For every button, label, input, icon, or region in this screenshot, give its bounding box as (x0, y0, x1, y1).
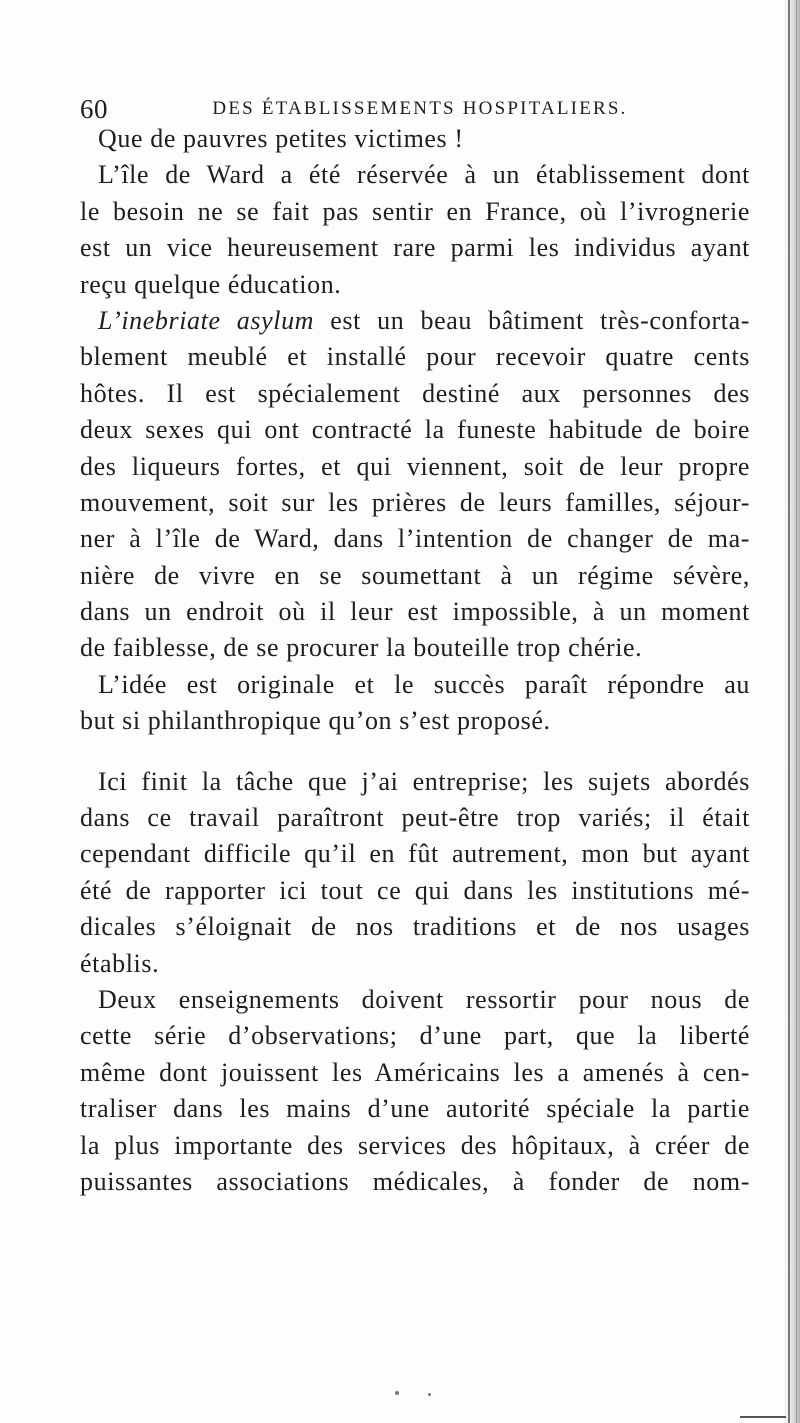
text-line: blement meublé et installé pour recevoir quatre cents (80, 342, 750, 372)
text-line: est un vice heureusement rare parmi les individus ayant (80, 233, 750, 263)
page-edge-shadow (782, 0, 800, 1423)
text-line: cette série d’observations; d’une part, que la liberté (80, 1021, 750, 1051)
page-number: 60 (80, 94, 108, 124)
text-line: but si philanthropique qu’on s’est proposé. (80, 706, 551, 736)
text-line: mouvement, soit sur les prières de leurs familles, séjour- (80, 487, 750, 517)
text-line: été de rapporter ici tout ce qui dans les institutions mé- (80, 875, 750, 905)
text-line: ner à l’île de Ward, dans l’intention de changer de ma- (80, 524, 750, 554)
page-corner-mark (740, 1416, 786, 1418)
text-line: L’idée est originale et le succès paraît répondre au (98, 669, 750, 699)
text-line: L’île de Ward a été réservée à un établissement dont (98, 160, 750, 190)
scan-speck (428, 1393, 431, 1396)
text-line: dicales s’éloignait de nos traditions et de nos usages (80, 912, 750, 942)
text-line: Ici finit la tâche que j’ai entreprise; les sujets abordés (98, 766, 750, 796)
text-line: des liqueurs fortes, et qui viennent, soit de leur propre (80, 451, 750, 481)
text-line (80, 303, 750, 339)
text-line: cependant difficile qu’il en fût autrement, mon but ayant (80, 839, 750, 869)
scan-speck (395, 1391, 399, 1395)
running-title: DES ÉTABLISSEMENTS HOSPITALIERS. (212, 98, 628, 119)
text-line: la plus importante des services des hôpitaux, à créer de (80, 1130, 750, 1160)
text-line: de faiblesse, de se procurer la bouteille trop chérie. (80, 633, 643, 663)
text-line: le besoin ne se fait pas sentir en France, où l’ivrognerie (80, 196, 750, 226)
text-line: dans ce travail paraîtront peut-être trop variés; il était (80, 803, 750, 833)
italic-term: L’inebriate asylum (98, 305, 315, 335)
text-span: est un beau bâtiment très-conforta- (314, 305, 750, 335)
text-line: même dont jouissent les Américains les a amenés à cen- (80, 1057, 750, 1087)
body-text (80, 121, 750, 1200)
text-line: Deux enseignements doivent ressortir pour nous de (98, 984, 750, 1014)
text-line: traliser dans les mains d’une autorité spéciale la partie (80, 1094, 750, 1124)
text-line: reçu quelque éducation. (80, 269, 342, 299)
paragraph-gap (80, 740, 750, 764)
text-line: Que de pauvres petites victimes ! (98, 124, 464, 153)
binding-line-outer (796, 0, 797, 1423)
text-line: dans un endroit où il leur est impossible, à un moment (80, 597, 750, 627)
text-line: établis. (80, 948, 160, 978)
text-line: hôtes. Il est spécialement destiné aux personnes des (80, 378, 750, 408)
text-line: deux sexes qui ont contracté la funeste habitude de boire (80, 415, 750, 445)
binding-line (788, 0, 790, 1423)
text-line: nière de vivre en se soumettant à un régime sévère, (80, 560, 750, 590)
text-line: puissantes associations médicales, à fonder de nom- (80, 1166, 750, 1196)
